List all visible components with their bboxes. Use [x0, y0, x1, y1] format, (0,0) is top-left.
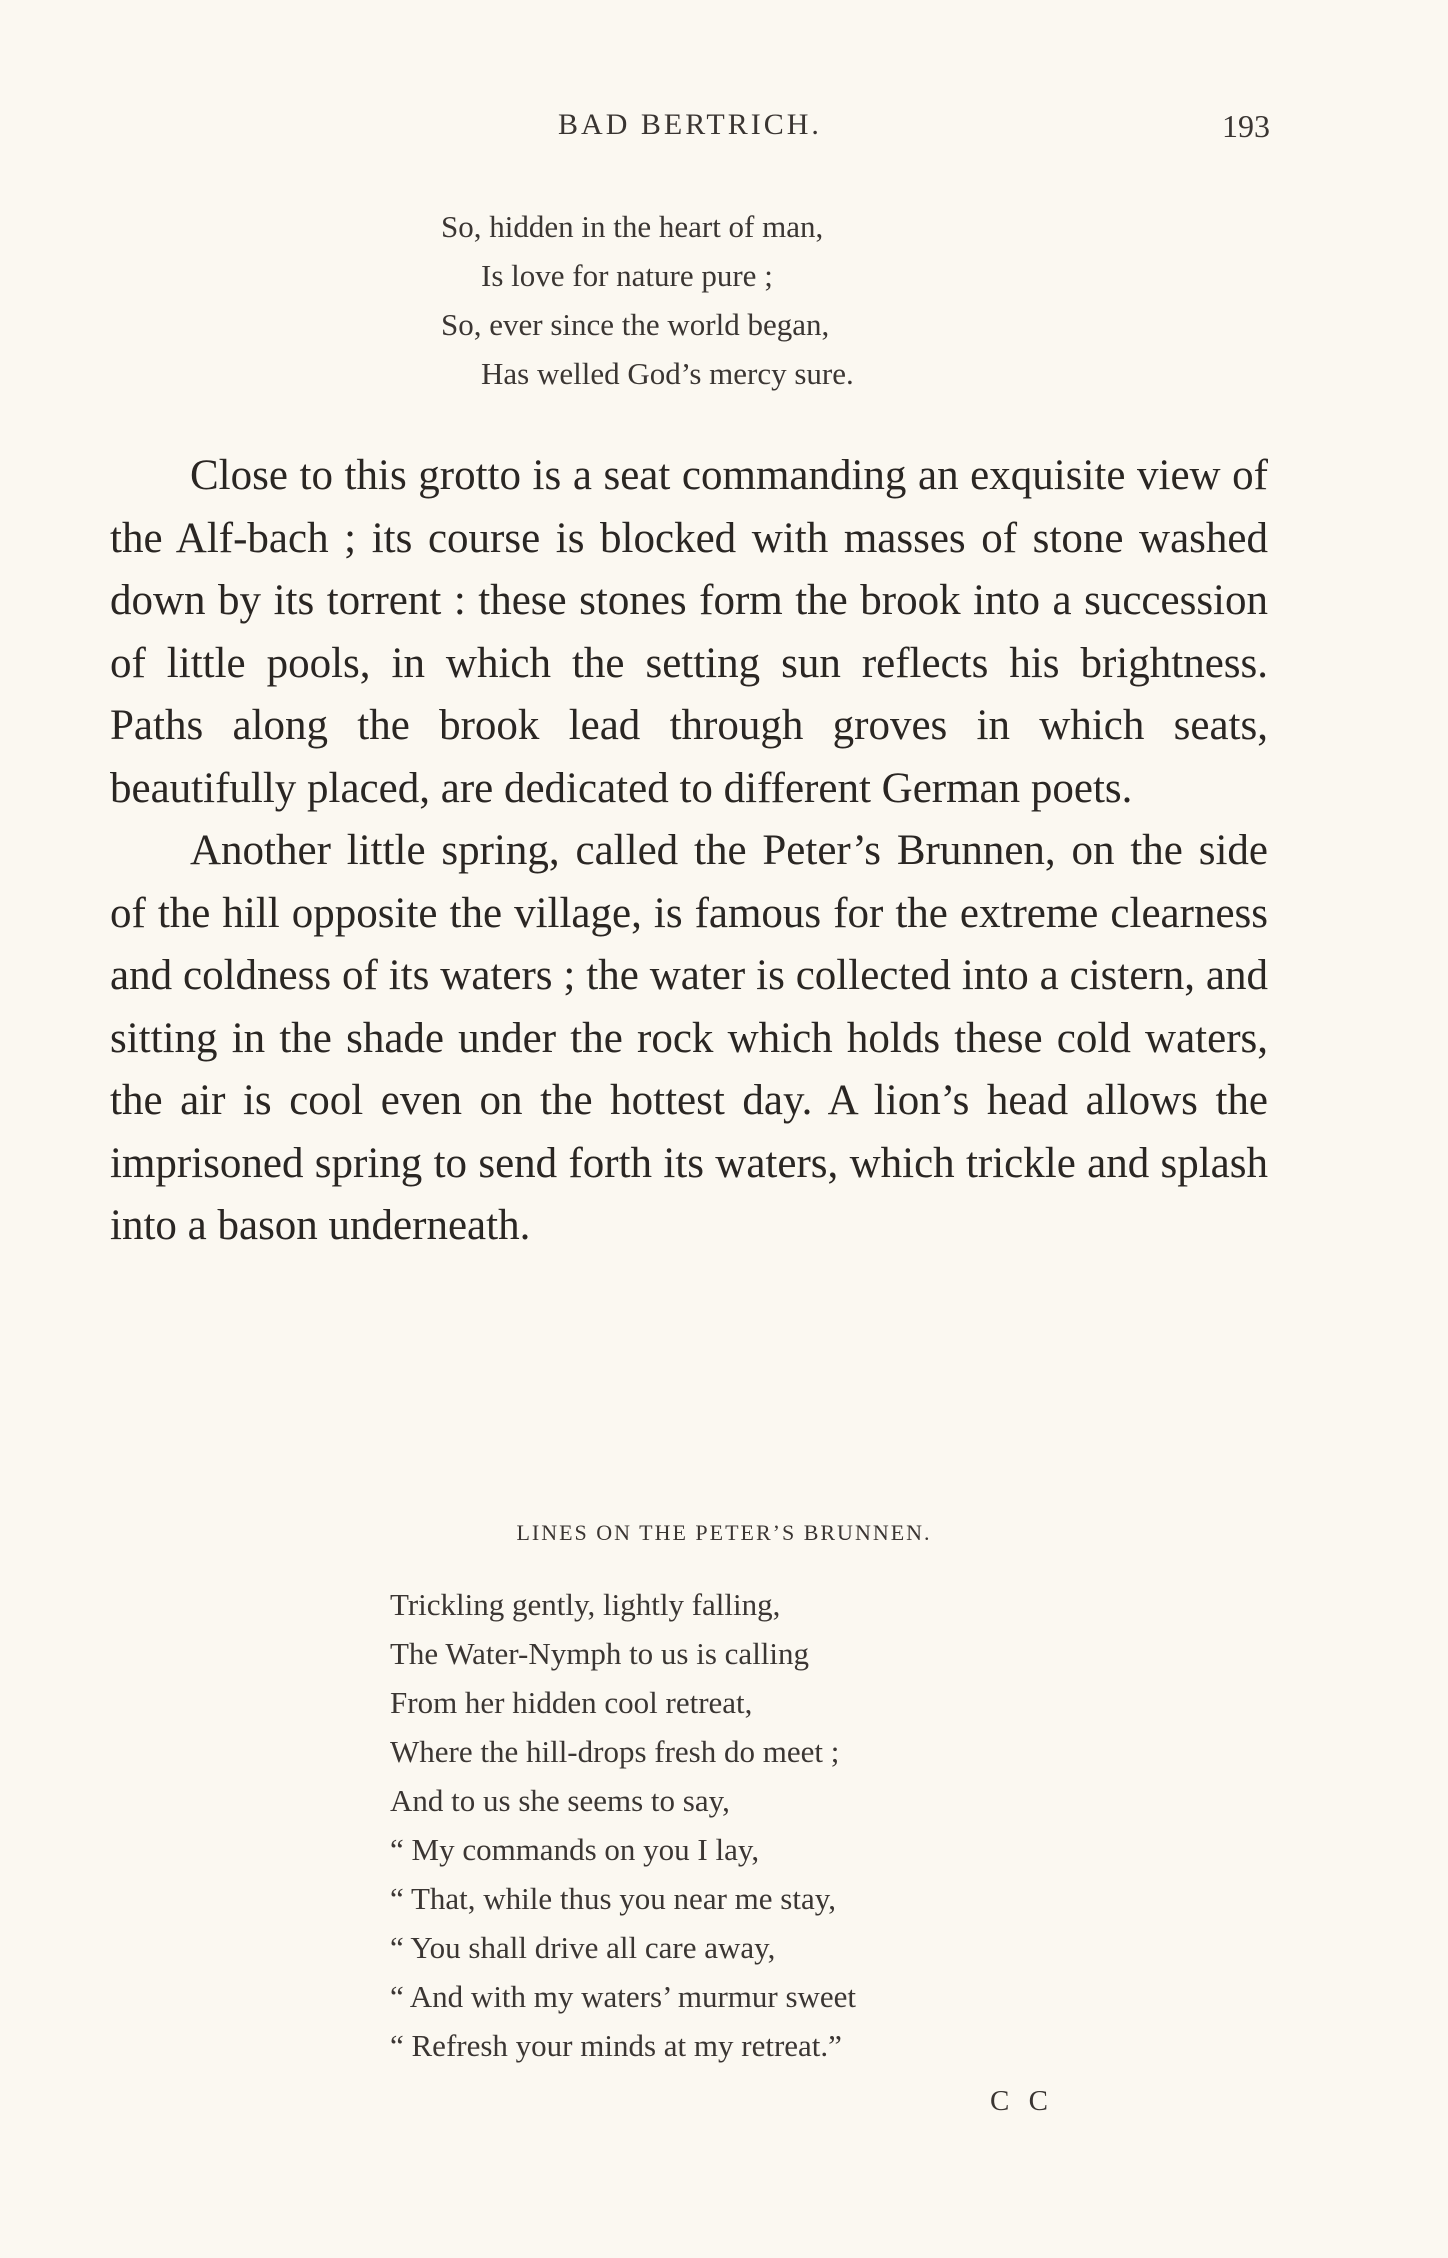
poem-line: And to us she seems to say, — [390, 1783, 730, 1818]
verse-line: So, hidden in the heart of man, — [441, 209, 824, 244]
poem-title: LINES ON THE PETER’S BRUNNEN. — [516, 1520, 932, 1545]
poem-line: “ Refresh your minds at my retreat.” — [390, 2028, 842, 2063]
poem-verse — [390, 1580, 856, 2070]
running-title: BAD BERTRICH. — [558, 108, 822, 141]
signature-mark: C C — [990, 2085, 1054, 2117]
page-number: 193 — [1222, 108, 1270, 144]
verse-line: Is love for nature pure ; — [481, 258, 773, 293]
poem-line: “ That, while thus you near me stay, — [390, 1881, 836, 1916]
body-text — [110, 445, 1268, 1258]
poem-line: The Water-Nymph to us is calling — [390, 1636, 810, 1671]
opening-verse — [441, 202, 854, 398]
paragraph: Close to this grotto is a seat commanding an exquisite view of the Alf-bach ; its course is blocked with masses of stone washed down by its torrent : these stones form the brook into a succession of little pools, in which the setting sun reflects his brightness. Paths along the brook lead through groves in which seats, beautifully placed, are dedicated to different German poets. — [110, 452, 1268, 812]
poem-line: From her hidden cool retreat, — [390, 1685, 753, 1720]
poem-line: “ You shall drive all care away, — [390, 1930, 776, 1965]
poem-line: “ And with my waters’ murmur sweet — [390, 1979, 857, 2014]
poem-line: Where the hill-drops fresh do meet ; — [390, 1734, 840, 1769]
poem-line: “ My commands on you I lay, — [390, 1832, 760, 1867]
verse-line: So, ever since the world began, — [441, 307, 830, 342]
verse-line: Has welled God’s mercy sure. — [481, 356, 854, 391]
running-head — [110, 108, 1270, 148]
paragraph: Another little spring, called the Peter’s Brunnen, on the side of the hill opposite the village, is famous for the extreme clearness and coldness of its waters ; the water is collected into a cistern, and sitting in the shade under the rock which holds these cold waters, the air is cool even on the hottest day. A lion’s head allows the imprisoned spring to send forth its waters, which trickle and splash into a bason underneath. — [110, 827, 1268, 1249]
poem-line: Trickling gently, lightly falling, — [390, 1587, 781, 1622]
